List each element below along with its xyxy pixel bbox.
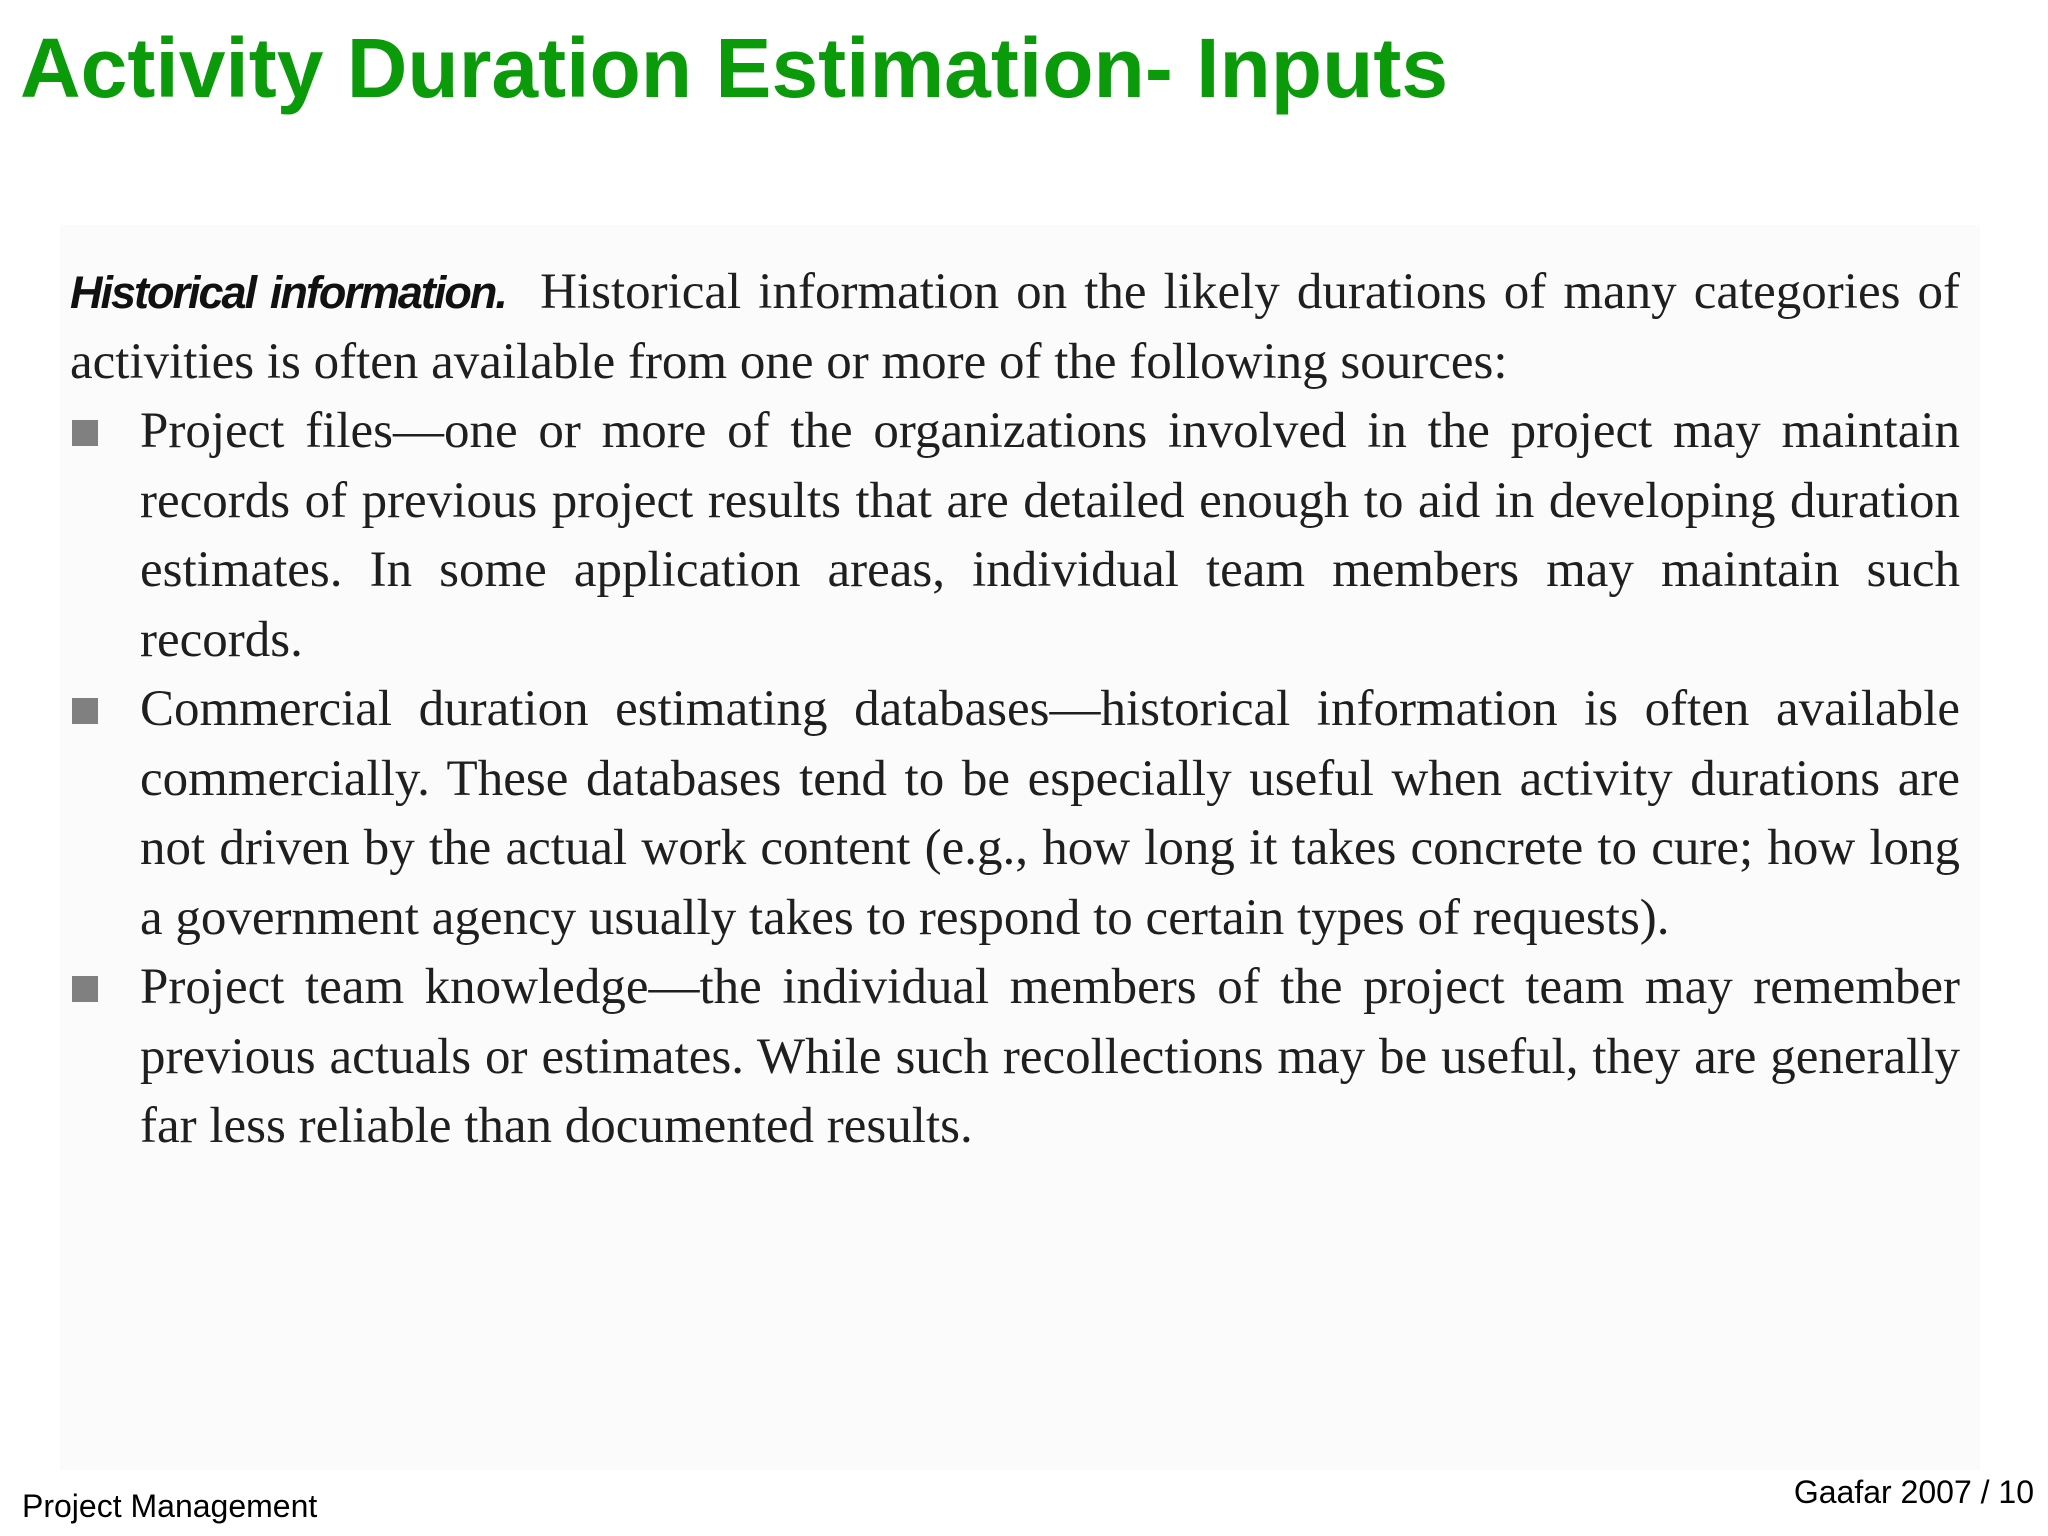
- list-item-text: Commercial duration estimating databases—historical information is often available commercially. These databases tend to be especially useful when activity durations are not driven by the actual work content (e.g., how long it takes concrete to cure; how long a government agency usually takes to respond to certain types of requests).: [140, 681, 1960, 946]
- intro-text: Historical information on the likely durations of many categories of activities is often available from one or more of the following sources:: [70, 264, 1961, 390]
- list-item: [70, 675, 1960, 953]
- footer-course-name: Project Management: [22, 1488, 318, 1524]
- slide-title: Activity Duration Estimation- Inputs: [20, 21, 1449, 115]
- sources-list: [70, 397, 1960, 1162]
- square-bullet-icon: [72, 698, 98, 724]
- list-item-text: Project team knowledge—the individual members of the project team may remember previous actuals or estimates. While such recollections may be useful, they are generally far less reliable than documented results.: [140, 959, 1960, 1154]
- intro-paragraph: [70, 258, 1960, 397]
- scanned-text-block: [70, 258, 1960, 1162]
- list-item-text: Project files—one or more of the organizations involved in the project may maintain records of previous project results that are detailed enough to aid in developing duration estimates. In some application areas, individual team members may maintain such records.: [140, 403, 1960, 668]
- square-bullet-icon: [72, 420, 98, 446]
- list-item: [70, 953, 1960, 1162]
- lead-label: Historical information.: [70, 267, 506, 318]
- square-bullet-icon: [72, 976, 98, 1002]
- footer-page-number: Gaafar 2007 / 10: [1793, 1474, 2034, 1510]
- list-item: [70, 397, 1960, 675]
